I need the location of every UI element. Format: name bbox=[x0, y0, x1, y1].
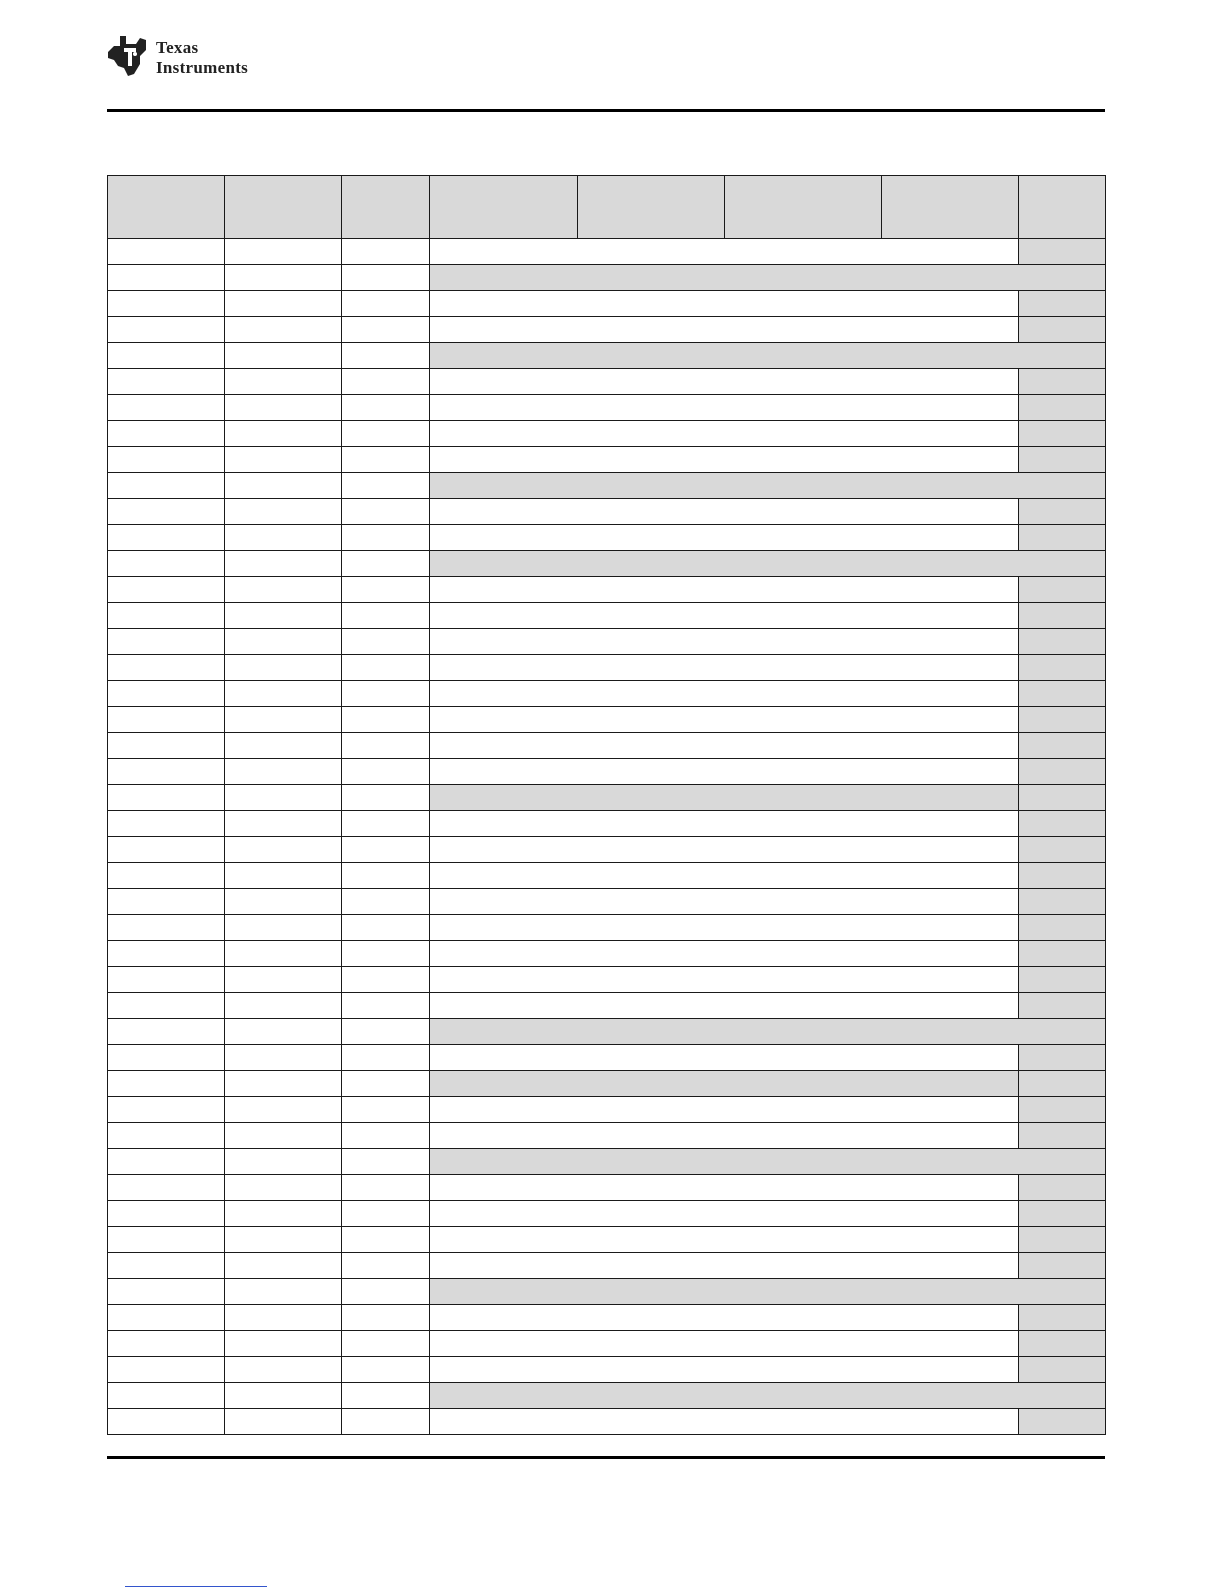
table-cell bbox=[225, 1123, 342, 1149]
table-cell bbox=[342, 447, 430, 473]
table-cell bbox=[1019, 1331, 1106, 1357]
table-cell bbox=[430, 1409, 1019, 1435]
table-cell bbox=[430, 1123, 1019, 1149]
table-cell bbox=[108, 993, 225, 1019]
table-cell bbox=[1019, 603, 1106, 629]
table-row bbox=[108, 291, 1106, 317]
table-cell bbox=[225, 577, 342, 603]
table-cell bbox=[1019, 239, 1106, 265]
table-cell bbox=[430, 551, 1106, 577]
table-cell bbox=[108, 681, 225, 707]
table-cell bbox=[108, 1305, 225, 1331]
table-row bbox=[108, 1331, 1106, 1357]
table-cell bbox=[1019, 1305, 1106, 1331]
table-row bbox=[108, 1357, 1106, 1383]
table-cell bbox=[225, 1357, 342, 1383]
table-cell bbox=[225, 629, 342, 655]
table-cell bbox=[108, 265, 225, 291]
table-cell bbox=[108, 473, 225, 499]
table-cell bbox=[430, 941, 1019, 967]
table-cell bbox=[108, 811, 225, 837]
table-cell bbox=[342, 1201, 430, 1227]
table-cell bbox=[430, 811, 1019, 837]
table-cell bbox=[108, 1045, 225, 1071]
ti-logo bbox=[106, 34, 296, 82]
table-cell bbox=[342, 1149, 430, 1175]
table-cell bbox=[108, 837, 225, 863]
table-cell bbox=[342, 993, 430, 1019]
table-cell bbox=[430, 395, 1019, 421]
table-cell bbox=[342, 1045, 430, 1071]
table-cell bbox=[225, 1097, 342, 1123]
table-row bbox=[108, 1149, 1106, 1175]
table-cell bbox=[108, 629, 225, 655]
table-cell bbox=[108, 1097, 225, 1123]
table-row bbox=[108, 1383, 1106, 1409]
table-row bbox=[108, 369, 1106, 395]
table-row bbox=[108, 1201, 1106, 1227]
table-cell bbox=[108, 291, 225, 317]
table-cell bbox=[1019, 447, 1106, 473]
table-row bbox=[108, 759, 1106, 785]
table-cell bbox=[430, 889, 1019, 915]
table-cell bbox=[108, 655, 225, 681]
table-cell bbox=[342, 603, 430, 629]
table-row bbox=[108, 837, 1106, 863]
table-cell bbox=[430, 369, 1019, 395]
table-cell bbox=[342, 811, 430, 837]
table-cell bbox=[108, 1279, 225, 1305]
table-cell bbox=[430, 577, 1019, 603]
table-cell bbox=[225, 655, 342, 681]
table-cell bbox=[1019, 733, 1106, 759]
table-cell bbox=[430, 239, 1019, 265]
table-cell bbox=[225, 1175, 342, 1201]
table-cell bbox=[108, 577, 225, 603]
table-cell bbox=[108, 1019, 225, 1045]
table-cell bbox=[342, 629, 430, 655]
table-row bbox=[108, 1175, 1106, 1201]
table-row bbox=[108, 603, 1106, 629]
table-cell bbox=[108, 733, 225, 759]
table-cell bbox=[1019, 811, 1106, 837]
table-row bbox=[108, 1019, 1106, 1045]
table-cell bbox=[1019, 1227, 1106, 1253]
table-row bbox=[108, 1097, 1106, 1123]
table-cell bbox=[108, 889, 225, 915]
table-cell bbox=[430, 1357, 1019, 1383]
table-cell bbox=[430, 681, 1019, 707]
table-cell bbox=[430, 1019, 1106, 1045]
table-cell bbox=[342, 1279, 430, 1305]
table-cell bbox=[225, 473, 342, 499]
table-cell bbox=[1019, 759, 1106, 785]
table-cell bbox=[225, 551, 342, 577]
table-cell bbox=[1019, 1409, 1106, 1435]
table-cell bbox=[430, 759, 1019, 785]
table-cell bbox=[1019, 395, 1106, 421]
table-cell bbox=[225, 1331, 342, 1357]
column-header bbox=[1019, 176, 1106, 239]
table-cell bbox=[1019, 785, 1106, 811]
table-cell bbox=[342, 473, 430, 499]
register-table bbox=[107, 175, 1106, 1435]
footer-rule bbox=[107, 1456, 1105, 1459]
table-cell bbox=[1019, 941, 1106, 967]
table-cell bbox=[1019, 681, 1106, 707]
table-cell bbox=[108, 551, 225, 577]
table-cell bbox=[1019, 1071, 1106, 1097]
table-cell bbox=[225, 733, 342, 759]
table-row bbox=[108, 941, 1106, 967]
table-cell bbox=[1019, 1357, 1106, 1383]
table-row bbox=[108, 499, 1106, 525]
table-cell bbox=[225, 759, 342, 785]
table-cell bbox=[225, 707, 342, 733]
table-cell bbox=[1019, 1253, 1106, 1279]
table-cell bbox=[225, 343, 342, 369]
table-cell bbox=[342, 655, 430, 681]
table-cell bbox=[430, 863, 1019, 889]
table-cell bbox=[430, 1253, 1019, 1279]
table-cell bbox=[342, 759, 430, 785]
table-cell bbox=[342, 1409, 430, 1435]
table-row bbox=[108, 1279, 1106, 1305]
table-cell bbox=[430, 421, 1019, 447]
table-cell bbox=[225, 1045, 342, 1071]
table-row bbox=[108, 811, 1106, 837]
table-cell bbox=[430, 655, 1019, 681]
table-cell bbox=[1019, 525, 1106, 551]
table-cell bbox=[1019, 993, 1106, 1019]
table-cell bbox=[108, 863, 225, 889]
table-cell bbox=[430, 629, 1019, 655]
table-cell bbox=[342, 421, 430, 447]
logo-line-2: Instruments bbox=[156, 58, 249, 77]
table-cell bbox=[225, 421, 342, 447]
table-cell bbox=[108, 447, 225, 473]
table-cell bbox=[342, 265, 430, 291]
table-cell bbox=[108, 1357, 225, 1383]
table-cell bbox=[1019, 967, 1106, 993]
table-row bbox=[108, 1227, 1106, 1253]
table-cell bbox=[342, 1097, 430, 1123]
table-cell bbox=[225, 967, 342, 993]
table-row bbox=[108, 915, 1106, 941]
table-cell bbox=[108, 915, 225, 941]
table-cell bbox=[108, 343, 225, 369]
table-header-row bbox=[108, 176, 1106, 239]
table-cell bbox=[225, 681, 342, 707]
table-row bbox=[108, 707, 1106, 733]
table-row bbox=[108, 551, 1106, 577]
table-row bbox=[108, 317, 1106, 343]
logo-line-1: Texas bbox=[156, 38, 199, 57]
table-cell bbox=[225, 785, 342, 811]
table-cell bbox=[108, 1409, 225, 1435]
table-cell bbox=[108, 1123, 225, 1149]
table-row bbox=[108, 681, 1106, 707]
table-cell bbox=[108, 395, 225, 421]
table-cell bbox=[225, 889, 342, 915]
table-cell bbox=[430, 1201, 1019, 1227]
ti-wordmark bbox=[156, 38, 248, 78]
table-cell bbox=[108, 1383, 225, 1409]
table-cell bbox=[225, 1227, 342, 1253]
table-row bbox=[108, 1045, 1106, 1071]
table-cell bbox=[225, 447, 342, 473]
table-cell bbox=[225, 993, 342, 1019]
table-cell bbox=[225, 369, 342, 395]
table-cell bbox=[342, 889, 430, 915]
table-cell bbox=[1019, 1097, 1106, 1123]
table-cell bbox=[225, 1383, 342, 1409]
table-cell bbox=[1019, 421, 1106, 447]
table-cell bbox=[1019, 317, 1106, 343]
table-cell bbox=[225, 837, 342, 863]
table-cell bbox=[342, 733, 430, 759]
table-row bbox=[108, 343, 1106, 369]
table-cell bbox=[108, 317, 225, 343]
column-header bbox=[225, 176, 342, 239]
table-cell bbox=[225, 395, 342, 421]
table-row bbox=[108, 1123, 1106, 1149]
table-cell bbox=[430, 707, 1019, 733]
table-body bbox=[108, 239, 1106, 1435]
table-row bbox=[108, 655, 1106, 681]
table-cell bbox=[342, 681, 430, 707]
table-cell bbox=[108, 239, 225, 265]
table-row bbox=[108, 629, 1106, 655]
table-row bbox=[108, 395, 1106, 421]
table-cell bbox=[430, 1279, 1106, 1305]
table-cell bbox=[430, 603, 1019, 629]
table-cell bbox=[1019, 1045, 1106, 1071]
table-cell bbox=[225, 499, 342, 525]
table-cell bbox=[430, 1227, 1019, 1253]
table-row bbox=[108, 967, 1106, 993]
table-cell bbox=[430, 1305, 1019, 1331]
table-cell bbox=[225, 1149, 342, 1175]
table-cell bbox=[430, 1149, 1106, 1175]
table-cell bbox=[225, 525, 342, 551]
table-cell bbox=[108, 1071, 225, 1097]
table-cell bbox=[225, 317, 342, 343]
table-row bbox=[108, 577, 1106, 603]
column-header bbox=[108, 176, 225, 239]
table-cell bbox=[1019, 1175, 1106, 1201]
table-cell bbox=[342, 863, 430, 889]
table-cell bbox=[342, 343, 430, 369]
table-cell bbox=[1019, 655, 1106, 681]
table-cell bbox=[430, 1071, 1019, 1097]
table-row bbox=[108, 733, 1106, 759]
table-cell bbox=[430, 1045, 1019, 1071]
table-cell bbox=[342, 525, 430, 551]
table-cell bbox=[342, 395, 430, 421]
table-cell bbox=[225, 1409, 342, 1435]
table-cell bbox=[1019, 1123, 1106, 1149]
table-cell bbox=[430, 1175, 1019, 1201]
table-cell bbox=[225, 1019, 342, 1045]
table-cell bbox=[342, 369, 430, 395]
table-cell bbox=[430, 1331, 1019, 1357]
table-cell bbox=[225, 1201, 342, 1227]
table-cell bbox=[342, 317, 430, 343]
table-cell bbox=[430, 1383, 1106, 1409]
table-cell bbox=[342, 1253, 430, 1279]
table-cell bbox=[1019, 577, 1106, 603]
table-cell bbox=[225, 863, 342, 889]
table-row bbox=[108, 473, 1106, 499]
table-cell bbox=[1019, 369, 1106, 395]
table-cell bbox=[225, 811, 342, 837]
table-cell bbox=[342, 967, 430, 993]
column-header bbox=[578, 176, 725, 239]
table-cell bbox=[108, 421, 225, 447]
table-cell bbox=[342, 1227, 430, 1253]
table-row bbox=[108, 1071, 1106, 1097]
table-cell bbox=[342, 239, 430, 265]
table-cell bbox=[1019, 1201, 1106, 1227]
table-cell bbox=[225, 1253, 342, 1279]
table-cell bbox=[342, 1331, 430, 1357]
table-cell bbox=[342, 1357, 430, 1383]
table-row bbox=[108, 265, 1106, 291]
table-cell bbox=[108, 369, 225, 395]
table-cell bbox=[342, 291, 430, 317]
table-cell bbox=[430, 343, 1106, 369]
table-cell bbox=[342, 837, 430, 863]
table-cell bbox=[225, 941, 342, 967]
table-cell bbox=[342, 499, 430, 525]
column-header bbox=[882, 176, 1019, 239]
table-cell bbox=[430, 525, 1019, 551]
table-cell bbox=[108, 1331, 225, 1357]
table-cell bbox=[430, 993, 1019, 1019]
table-cell bbox=[430, 915, 1019, 941]
table-row bbox=[108, 993, 1106, 1019]
table-cell bbox=[342, 941, 430, 967]
table-cell bbox=[1019, 291, 1106, 317]
table-cell bbox=[108, 785, 225, 811]
table-cell bbox=[225, 603, 342, 629]
table-cell bbox=[342, 1123, 430, 1149]
table-cell bbox=[108, 967, 225, 993]
table-cell bbox=[225, 265, 342, 291]
table-row bbox=[108, 447, 1106, 473]
table-cell bbox=[1019, 499, 1106, 525]
table-row bbox=[108, 1305, 1106, 1331]
table-cell bbox=[342, 1019, 430, 1045]
table-cell bbox=[225, 1305, 342, 1331]
table-cell bbox=[430, 317, 1019, 343]
table-cell bbox=[108, 525, 225, 551]
table-cell bbox=[225, 1279, 342, 1305]
table-cell bbox=[1019, 915, 1106, 941]
table-row bbox=[108, 1253, 1106, 1279]
table-cell bbox=[108, 1227, 225, 1253]
table-row bbox=[108, 1409, 1106, 1435]
table-cell bbox=[1019, 889, 1106, 915]
table-cell bbox=[225, 1071, 342, 1097]
table-row bbox=[108, 239, 1106, 265]
table-cell bbox=[108, 1253, 225, 1279]
table-cell bbox=[430, 447, 1019, 473]
table-row bbox=[108, 421, 1106, 447]
table-row bbox=[108, 889, 1106, 915]
table-cell bbox=[430, 785, 1019, 811]
column-header bbox=[430, 176, 578, 239]
table-cell bbox=[108, 759, 225, 785]
table-row bbox=[108, 863, 1106, 889]
table-cell bbox=[1019, 629, 1106, 655]
table-cell bbox=[225, 239, 342, 265]
table-cell bbox=[108, 941, 225, 967]
table-row bbox=[108, 785, 1106, 811]
table-cell bbox=[430, 473, 1106, 499]
table-cell bbox=[1019, 837, 1106, 863]
table-cell bbox=[430, 291, 1019, 317]
table-cell bbox=[342, 1383, 430, 1409]
table-cell bbox=[342, 1175, 430, 1201]
table-cell bbox=[108, 1149, 225, 1175]
table-cell bbox=[342, 915, 430, 941]
table-cell bbox=[430, 499, 1019, 525]
ti-logo-icon bbox=[106, 34, 150, 78]
table-cell bbox=[342, 577, 430, 603]
table-cell bbox=[430, 837, 1019, 863]
table-cell bbox=[430, 265, 1106, 291]
table-cell bbox=[430, 967, 1019, 993]
table-cell bbox=[1019, 707, 1106, 733]
table-cell bbox=[430, 1097, 1019, 1123]
table-cell bbox=[342, 551, 430, 577]
table-cell bbox=[225, 915, 342, 941]
table-cell bbox=[1019, 863, 1106, 889]
table-row bbox=[108, 525, 1106, 551]
table-cell bbox=[108, 1201, 225, 1227]
table-cell bbox=[108, 707, 225, 733]
table-cell bbox=[108, 603, 225, 629]
table-cell bbox=[342, 1071, 430, 1097]
column-header bbox=[342, 176, 430, 239]
table-cell bbox=[225, 291, 342, 317]
table-cell bbox=[108, 499, 225, 525]
table-cell bbox=[342, 707, 430, 733]
column-header bbox=[725, 176, 882, 239]
table-cell bbox=[108, 1175, 225, 1201]
table-cell bbox=[430, 733, 1019, 759]
table-cell bbox=[342, 1305, 430, 1331]
header-rule bbox=[107, 109, 1105, 112]
table-cell bbox=[342, 785, 430, 811]
